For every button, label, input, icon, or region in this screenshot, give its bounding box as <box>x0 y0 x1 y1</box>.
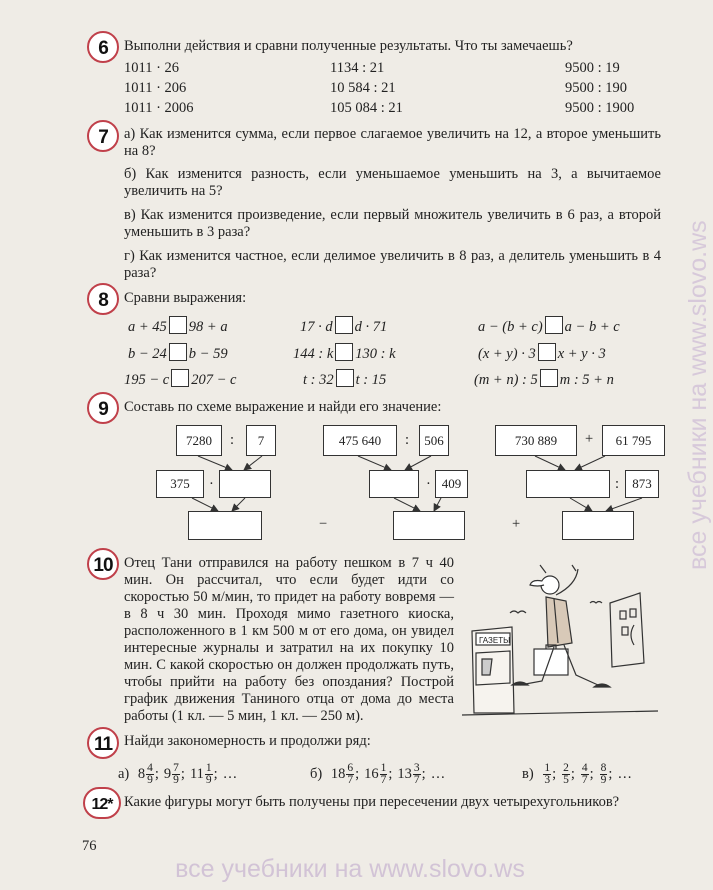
scheme-1-given-c: 375 <box>156 470 204 498</box>
fraction-numerator: 1 <box>544 762 551 775</box>
scheme-2-given-c: 409 <box>435 470 468 498</box>
scheme-1-operator-2: · <box>209 476 214 492</box>
task-11-number: 11 <box>87 727 119 759</box>
task-7-v: в) Как изменится произведение, если первый множитель увеличить в 6 раз, а второй уменьшить в 3 раза? <box>124 207 661 240</box>
bottom-watermark: все учебники на www.slovo.ws <box>175 855 525 883</box>
task-6-expr: 9500 : 19 <box>565 60 620 76</box>
task-6-expr: 10 584 : 21 <box>330 80 396 96</box>
task-7-g: г) Как изменится частное, если делимое увеличить в 8 раз, а делитель уменьшить в 4 раза? <box>124 248 661 281</box>
ellipsis: … <box>617 766 632 782</box>
fraction-numerator: 1 <box>205 762 212 775</box>
scheme-1-blank[interactable] <box>219 470 271 498</box>
fraction-denominator: 5 <box>563 774 569 787</box>
comparison-item: a − (b + c) a − b + c <box>478 316 620 336</box>
sequence-b: б) 18 $\frac{6}{7}$ ; 16 $\frac{1}{7}$ ; 13 $\frac{3}{7}$ ; … <box>310 762 446 787</box>
fraction-numerator: 8 <box>600 762 607 775</box>
scheme-1-operand-b: 7 <box>246 425 276 456</box>
page-number: 76 <box>82 838 97 854</box>
fraction-term <box>580 762 594 787</box>
comparison-item: 144 : k 130 : k <box>293 343 396 363</box>
task-7-a: а) Как изменится сумма, если первое слагаемое увеличить на 12, а второе уменьшить на 8? <box>124 126 661 159</box>
separator: ; <box>180 766 185 782</box>
scheme-1-operator: : <box>230 432 235 448</box>
fraction <box>562 763 570 786</box>
task-9-number: 9 <box>87 392 119 424</box>
scheme-3-operator: + <box>585 431 594 447</box>
task-12-number: 12* <box>83 787 121 819</box>
sequence-v: в) $\frac{1}{3}$ ; $\frac{2}{5}$ ; $\frac{4}{7}$ ; $\frac{8}{9}$ ; … <box>522 762 632 787</box>
scheme-2-result-blank[interactable] <box>393 511 465 540</box>
scheme-1-result-blank[interactable] <box>188 511 262 540</box>
fraction-denominator: 9 <box>147 774 153 787</box>
task-10-number: 10 <box>87 548 119 580</box>
scheme-minus-sign: − <box>319 516 328 532</box>
fraction <box>543 763 551 786</box>
scheme-3-operand-a: 730 889 <box>495 425 577 456</box>
fraction-denominator: 7 <box>380 774 387 787</box>
comparison-item: (x + y) · 3 x + y · 3 <box>478 343 606 363</box>
fraction-denominator: 9 <box>205 774 212 787</box>
walking-man-illustration <box>462 563 662 723</box>
fraction <box>413 763 421 786</box>
scheme-2-operator: : <box>405 432 410 448</box>
fraction-denominator: 7 <box>347 774 354 787</box>
fraction-numerator: 6 <box>347 762 354 775</box>
task-12-text: Какие фигуры могут быть получены при пересечении двух четырехугольников? <box>124 794 620 810</box>
fraction <box>380 763 388 786</box>
comparison-item: b − 24 b − 59 <box>128 343 228 363</box>
fraction-term <box>397 762 426 787</box>
kiosk-sign: ГАЗЕТЫ <box>479 636 511 645</box>
separator: ; <box>213 766 218 782</box>
fraction-denominator: 9 <box>600 774 607 787</box>
fraction-term <box>163 762 185 787</box>
fraction <box>346 763 354 786</box>
fraction-numerator: 4 <box>581 762 588 775</box>
comparison-item: t : 32 t : 15 <box>303 369 386 389</box>
separator: ; <box>388 766 393 782</box>
fraction-whole: 16 <box>364 766 379 782</box>
comparison-item: (m + n) : 5 m : 5 + n <box>474 369 614 389</box>
comparison-item: 195 − c 207 − c <box>124 369 236 389</box>
separator: ; <box>421 766 426 782</box>
fraction <box>172 763 180 786</box>
fraction-denominator: 7 <box>413 774 420 787</box>
task-7-b: б) Как изменится разность, если уменьшаемое уменьшить на 3, а вычитаемое увеличить на 5? <box>124 166 661 199</box>
fraction <box>146 763 154 786</box>
scheme-3-operator-2: : <box>615 476 620 492</box>
task-8-number: 8 <box>87 283 119 315</box>
separator: ; <box>355 766 360 782</box>
fraction <box>581 763 589 786</box>
scheme-3-blank[interactable] <box>526 470 610 498</box>
fraction-denominator: 9 <box>173 774 179 787</box>
fraction-term <box>561 762 575 787</box>
scheme-2-blank[interactable] <box>369 470 419 498</box>
fraction-numerator: 7 <box>173 762 179 775</box>
ellipsis: … <box>430 766 446 782</box>
fraction <box>600 763 608 786</box>
side-watermark: все учебники на www.slovo.ws <box>684 220 712 570</box>
task-6-expr: 1134 : 21 <box>330 60 385 76</box>
scheme-2-operand-a: 475 640 <box>323 425 397 456</box>
scheme-2-operator-2: · <box>426 476 431 492</box>
task-10-text: Отец Тани отправился на работу пешком в 7 ч 40 мин. Он рассчитал, что если будет идти со скоростью 50 м/мин, то придет на работу вовремя — в 8 ч 30 мин. Проходя мимо газетного киоска, расположенного в 1 км 500 м от его дома, он увидел интересные журналы и затратил на их покупку 10 мин. С какой скоростью он должен продолжать путь, чтобы прийти на работу без опоздания? Построй график движения Таниного отца от дома до места работы (1 кл. — 5 мин, 1 кл. — 250 м). <box>124 555 454 724</box>
sequence-a: а) 8 $\frac{4}{9}$ ; 9 $\frac{7}{9}$ ; 11 $\frac{1}{9}$ ; … <box>118 762 238 787</box>
scheme-3-result-blank[interactable] <box>562 511 634 540</box>
fraction-term <box>542 762 557 787</box>
fraction-term <box>137 762 159 787</box>
separator: ; <box>608 766 613 782</box>
fraction-whole: 8 <box>137 766 146 782</box>
fraction-whole: 11 <box>189 766 204 782</box>
fraction-term <box>189 762 218 787</box>
scheme-2-operand-b: 506 <box>419 425 449 456</box>
separator: ; <box>552 766 557 782</box>
task-6-prompt: Выполни действия и сравни полученные результаты. Что ты замечаешь? <box>124 38 573 54</box>
ellipsis: … <box>222 766 238 782</box>
task-11-prompt: Найди закономерность и продолжи ряд: <box>124 733 371 749</box>
fraction-whole: 18 <box>330 766 346 782</box>
task-8-prompt: Сравни выражения: <box>124 290 247 306</box>
fraction-numerator: 2 <box>563 762 569 775</box>
scheme-1-operand-a: 7280 <box>176 425 222 456</box>
fraction-whole: 9 <box>163 766 172 782</box>
task-6-expr: 1011 · 206 <box>124 80 187 96</box>
task-7-number: 7 <box>87 120 119 152</box>
comparison-item: a + 45 98 + a <box>128 316 228 336</box>
fraction-whole: 13 <box>397 766 412 782</box>
fraction-denominator: 3 <box>544 774 551 787</box>
scheme-3-given-c: 873 <box>625 470 659 498</box>
fraction-term <box>599 762 613 787</box>
task-6-expr: 1011 · 2006 <box>124 100 194 116</box>
scheme-3-operand-b: 61 795 <box>602 425 665 456</box>
task-6-expr: 9500 : 1900 <box>565 100 635 116</box>
separator: ; <box>570 766 575 782</box>
fraction-numerator: 3 <box>413 762 420 775</box>
task-6-expr: 9500 : 190 <box>565 80 628 96</box>
fraction-numerator: 4 <box>147 762 153 775</box>
fraction <box>205 763 213 786</box>
fraction-term <box>330 762 360 787</box>
fraction-term <box>364 762 393 787</box>
fraction-denominator: 7 <box>581 774 588 787</box>
task-6-expr: 1011 · 26 <box>124 60 180 76</box>
scheme-plus-sign: + <box>512 516 521 532</box>
task-9-prompt: Составь по схеме выражение и найди его значение: <box>124 399 442 415</box>
separator: ; <box>589 766 594 782</box>
separator: ; <box>154 766 159 782</box>
comparison-item: 17 · d d · 71 <box>300 316 387 336</box>
fraction-numerator: 1 <box>380 762 387 775</box>
task-6-expr: 105 084 : 21 <box>330 100 403 116</box>
task-6-number: 6 <box>87 31 119 63</box>
